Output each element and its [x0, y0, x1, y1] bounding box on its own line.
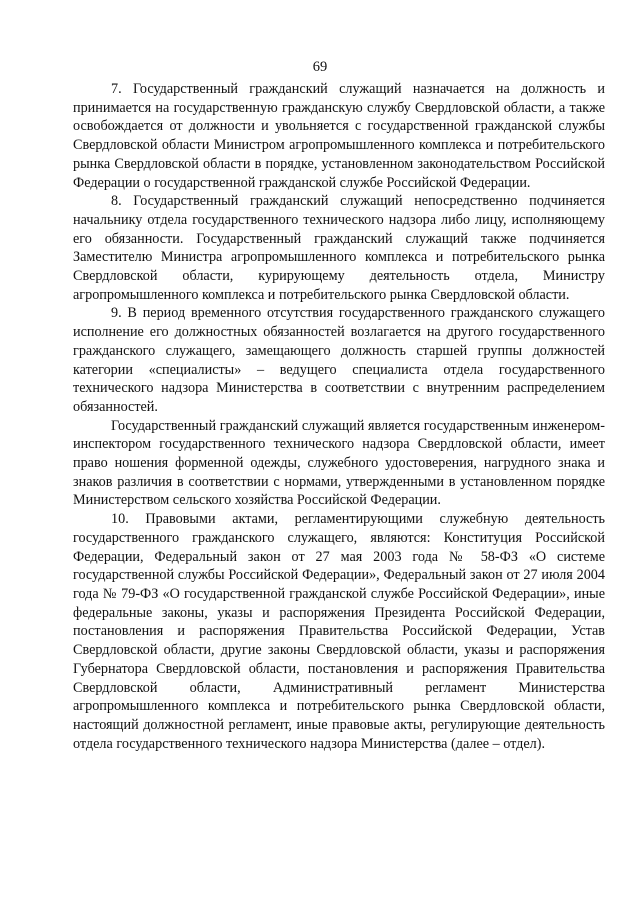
paragraph-item-10: 10. Правовыми актами, регламентирующими служебную деятельность государственного гражданского служащего, являются: Конституция Российской Федерации, Федеральный закон от 27 мая 2003 года № 58-ФЗ «О системе государственной службы Российской Федерации», Федеральный закон от 27 июля 2004 года № 79-ФЗ «О государственной гражданской службе Российской Федерации», иные федеральные законы, указы и распоряжения Президента Российской Федерации, постановления и распоряжения Правительства Российской Федерации, Устав Свердловской области, другие законы Свердловской области, указы и распоряжения Губернатора Свердловской области, постановления и распоряжения Правительства Свердловской области, Административный регламент Министерства агропромышленного комплекса и потребительского рынка Свердловской области, настоящий должностной регламент, иные правовые акты, регулирующие деятельность отдела государственного технического надзора Министерства (далее – отдел).	[73, 511, 605, 752]
paragraph-item-8: 8. Государственный гражданский служащий непосредственно подчиняется начальнику отдела государственного технического надзора либо лицу, исполняющему его обязанности. Государственный гражданский служащий также подчиняется Заместителю Министра агропромышленного комплекса и потребительского рынка Свердловской области, курирующему деятельность отдела, Министру агропромышленного комплекса и потребительского рынка Свердловской области.	[73, 193, 605, 303]
paragraph-inspector-status: Государственный гражданский служащий является государственным инженером-инспектором государственного технического надзора Свердловской области, имеет право ношения форменной одежды, служебного удостоверения, нагрудного знака и знаков различия в соответствии с нормами, утвержденными в установленном порядке Министерством сельского хозяйства Российской Федерации.	[73, 417, 605, 509]
paragraph-item-9: 9. В период временного отсутствия государственного гражданского служащего исполнение его должностных обязанностей возлагается на другого государственного гражданского служащего, замещающего должность старшей группы должностей категории «специалисты» – ведущего специалиста отдела государственного технического надзора Министерства в соответствии с внутренним распределением обязанностей.	[73, 305, 605, 415]
paragraph-item-7: 7. Государственный гражданский служащий назначается на должность и принимается на государственную гражданскую службу Свердловской области, а также освобождается от должности и увольняется с государственной гражданской службы Свердловской области Министром агропромышленного комплекса и потребительского рынка Свердловской области в порядке, установленном законодательством Российской Федерации о государственной гражданской службе Российской Федерации.	[73, 81, 605, 191]
page-number: 69	[312, 59, 328, 75]
document-body	[73, 80, 605, 753]
